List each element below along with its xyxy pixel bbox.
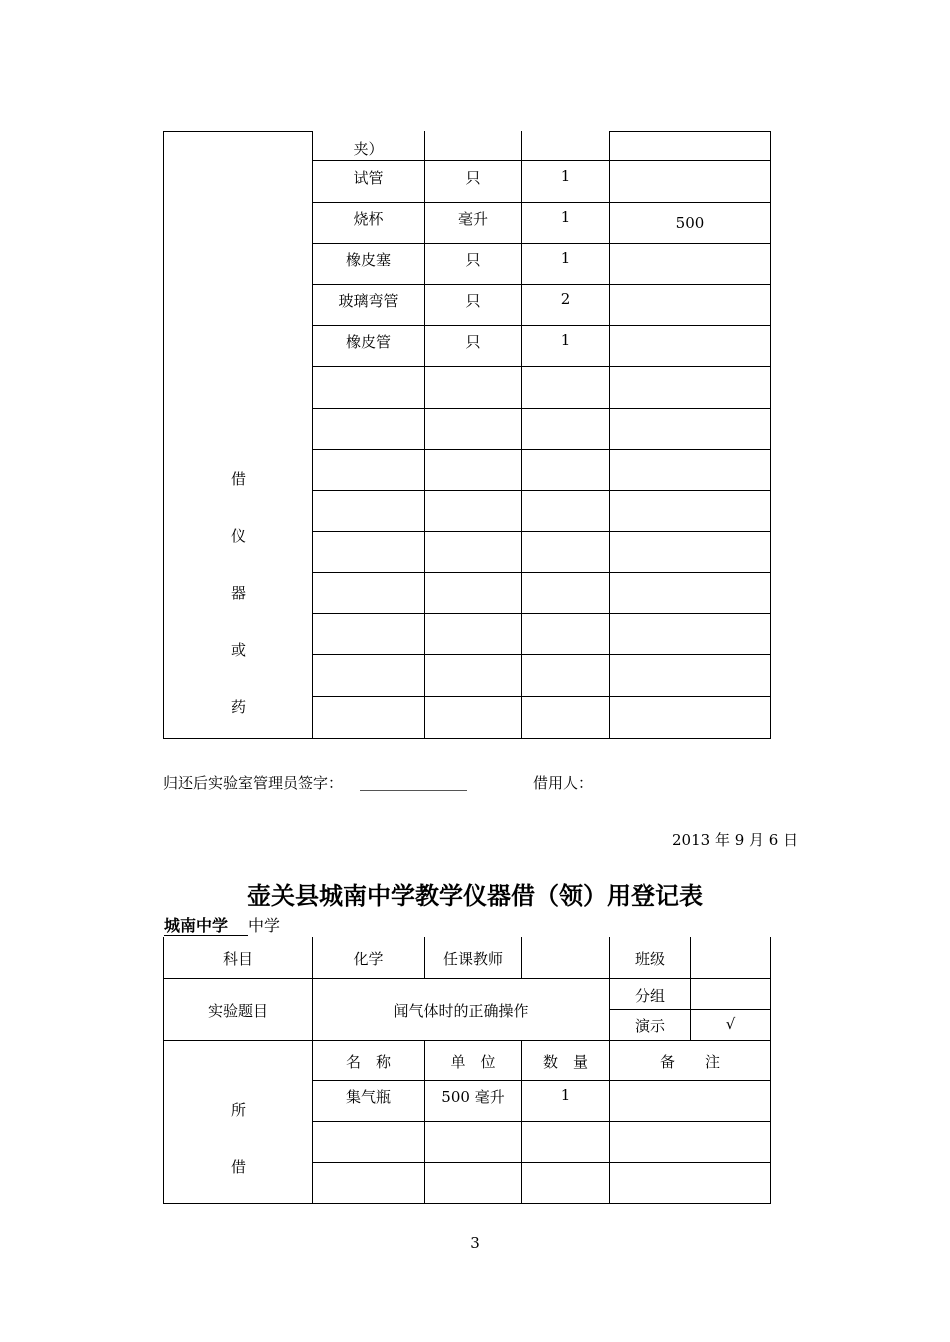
page-number: 3: [470, 1234, 480, 1252]
side-label-char: 药: [230, 698, 246, 716]
item-name: 烧杯: [353, 210, 384, 228]
item-name: 试管: [353, 169, 384, 187]
item-note: 500: [675, 214, 705, 232]
item-unit: 只: [465, 169, 481, 187]
item-qty: 2: [560, 290, 571, 308]
side-label-char: 借: [230, 1158, 246, 1176]
item-qty: 1: [560, 167, 571, 185]
item-name: 橡皮管: [345, 333, 391, 351]
demo-label: 演示: [634, 1017, 665, 1035]
group-label: 分组: [634, 987, 665, 1005]
item-name: 橡皮塞: [345, 251, 391, 269]
item-qty: 1: [560, 331, 571, 349]
experiment-value: 闻气体时的正确操作: [393, 1002, 529, 1020]
item-unit: 500 毫升: [441, 1088, 505, 1106]
item-name: 玻璃弯管: [338, 292, 399, 310]
col-header-qty: 数 量: [542, 1053, 588, 1071]
item-qty: 1: [560, 1086, 571, 1104]
item-unit: 只: [465, 292, 481, 310]
teacher-label: 任课教师: [442, 950, 503, 968]
item-name: 集气瓶: [345, 1088, 391, 1106]
subject-value: 化学: [353, 950, 384, 968]
admin-signature-label: 归还后实验室管理员签字：: [163, 774, 344, 792]
item-name: 夹）: [353, 140, 384, 158]
side-label-char: 所: [230, 1101, 246, 1119]
item-unit: 毫升: [457, 210, 488, 228]
side-label-char: 仪: [230, 527, 246, 545]
school-suffix: 中学: [248, 916, 281, 935]
item-unit: 只: [465, 251, 481, 269]
school-line: [164, 913, 280, 936]
form-date: 2013 年 9 月 6 日: [672, 831, 799, 849]
demo-value: √: [725, 1015, 736, 1033]
item-unit: 只: [465, 333, 481, 351]
subject-label: 科目: [222, 950, 253, 968]
page-title: 壶关县城南中学教学仪器借（领）用登记表: [247, 881, 703, 910]
col-header-name: 名 称: [345, 1053, 391, 1071]
item-qty: 1: [560, 249, 571, 267]
side-label-char: 器: [230, 584, 246, 602]
side-label-char: 或: [230, 641, 246, 659]
borrower-label: 借用人：: [533, 774, 594, 792]
side-label-char: 借: [230, 470, 246, 488]
col-header-unit: 单 位: [450, 1053, 496, 1071]
school-name: 城南中学: [164, 916, 248, 936]
experiment-label: 实验题目: [207, 1002, 268, 1020]
signature-line: [360, 790, 467, 791]
col-header-note: 备 注: [659, 1053, 720, 1071]
class-label: 班级: [634, 950, 665, 968]
item-qty: 1: [560, 208, 571, 226]
